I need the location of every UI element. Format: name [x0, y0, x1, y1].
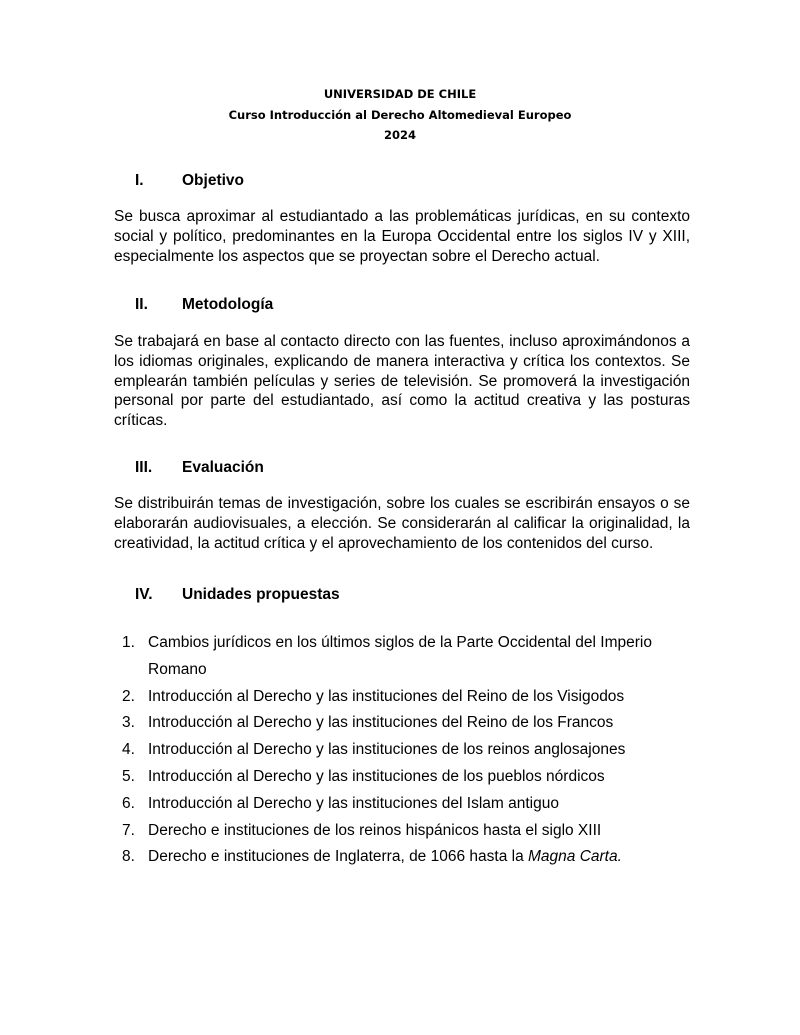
list-item: [114, 684, 694, 711]
section-title: Objetivo: [182, 172, 245, 189]
list-item-number: 2.: [122, 687, 135, 705]
list-item: [114, 630, 694, 684]
course-title: Curso Introducción al Derecho Altomedieval Europeo: [228, 107, 572, 122]
section-heading-objetivo: [135, 171, 244, 191]
section-text-evaluacion: Se distribuirán temas de investigación, sobre los cuales se escribirán ensayos o se elaborarán audiovisuales, a elección. Se considerarán al calificar la originalidad, la creatividad, la actitud crítica y el aprovechamiento de los contenidos del curso.: [114, 495, 690, 552]
list-item-number: 4.: [122, 741, 135, 759]
section-heading-unidades: [135, 585, 340, 605]
list-item: [114, 791, 694, 818]
list-item: [114, 764, 694, 791]
list-item-text: Derecho e instituciones de los reinos hispánicos hasta el siglo XIII: [148, 821, 602, 839]
section-title: Metodología: [182, 296, 274, 313]
section-heading-evaluacion: [135, 458, 264, 478]
section-number: I.: [135, 172, 144, 189]
list-item-text: Introducción al Derecho y las instituciones del Reino de los Francos: [148, 714, 614, 732]
list-item-number: 5.: [122, 767, 135, 785]
list-item-number: 7.: [122, 821, 135, 839]
list-item: [114, 737, 694, 764]
list-item-text: Introducción al Derecho y las instituciones del Islam antiguo: [148, 794, 559, 812]
document-header: [0, 84, 800, 146]
list-item: [114, 710, 694, 737]
section-title: Evaluación: [182, 459, 264, 476]
course-year: 2024: [383, 128, 416, 142]
section-heading-metodologia: [135, 295, 273, 315]
list-item-number: 6.: [122, 794, 135, 812]
list-item: [114, 844, 694, 871]
list-item-text: Introducción al Derecho y las instituciones del Reino de los Visigodos: [148, 687, 625, 705]
list-item-text: Derecho e instituciones de Inglaterra, de 1066 hasta la: [148, 848, 528, 866]
list-item-text: Introducción al Derecho y las instituciones de los reinos anglosajones: [148, 741, 626, 759]
section-number: III.: [135, 459, 153, 476]
section-text-metodologia: Se trabajará en base al contacto directo con las fuentes, incluso aproximándonos a los idiomas originales, explicando de manera interactiva y crítica los contextos. Se emplearán también películas y series de televisión. Se promoverá la investigación personal por parte del estudiantado, así como la actitud creativa y las posturas críticas.: [114, 333, 690, 430]
list-item-text: Introducción al Derecho y las instituciones de los pueblos nórdicos: [148, 767, 605, 785]
section-number: II.: [135, 296, 148, 313]
list-item-number: 1.: [122, 634, 135, 651]
section-text-objetivo: Se busca aproximar al estudiantado a las problemáticas jurídicas, en su contexto social y político, predominantes en la Europa Occidental entre los siglos IV y XIII, especialmente los aspectos que se proyectan sobre el Derecho actual.: [114, 208, 690, 265]
section-number: IV.: [135, 586, 153, 603]
units-list: [114, 630, 694, 871]
list-item-text: Cambios jurídicos en los últimos siglos de la Parte Occidental del Imperio Romano: [148, 634, 652, 678]
section-title: Unidades propuestas: [182, 586, 340, 603]
list-item-number: 3.: [122, 714, 135, 732]
list-item: [114, 818, 694, 845]
list-item-emphasis: Magna Carta.: [528, 848, 622, 866]
institution-name: UNIVERSIDAD DE CHILE: [323, 87, 477, 101]
list-item-number: 8.: [122, 848, 135, 866]
